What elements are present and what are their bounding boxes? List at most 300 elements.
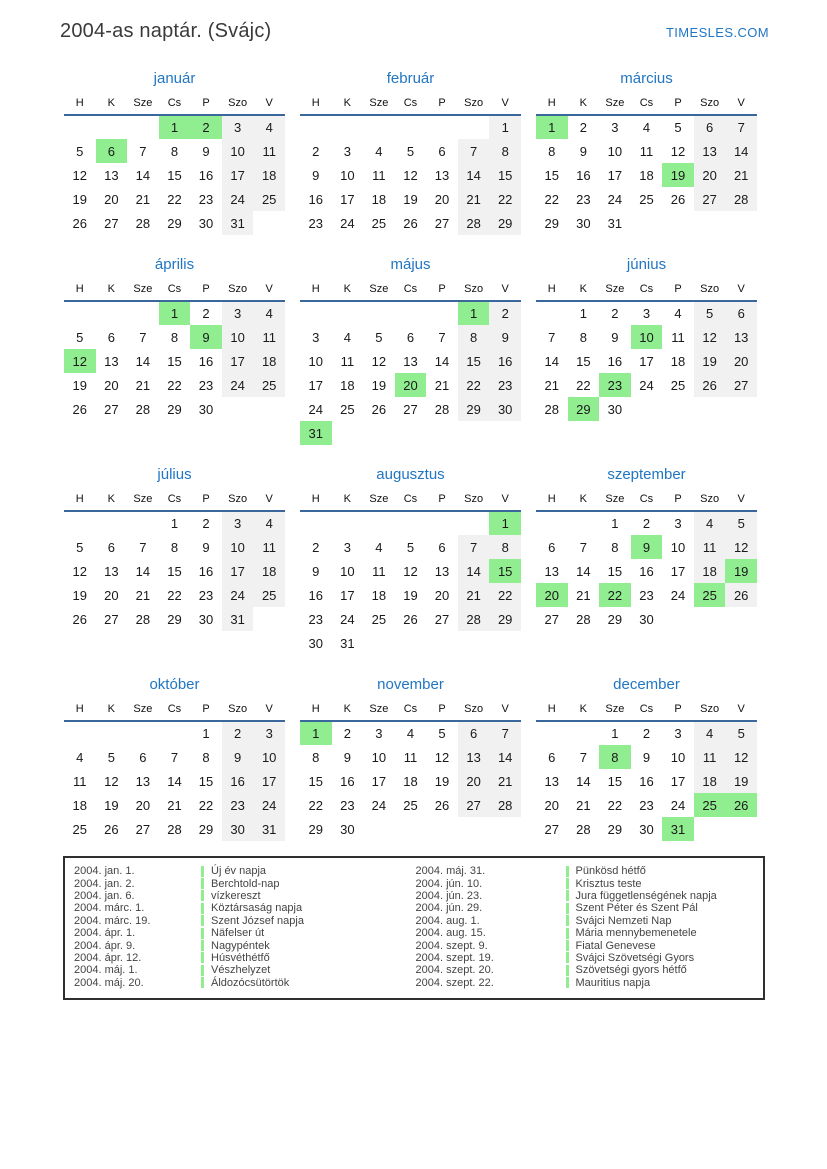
day-cell: 24 <box>340 611 355 627</box>
day-cell: 12 <box>72 167 88 183</box>
weekday-label: Cs <box>403 702 418 715</box>
empty-day-cell <box>300 301 332 325</box>
day-cell: 7 <box>139 329 147 345</box>
weekend-day-cell: 26 <box>694 373 726 397</box>
day-cell: 6 <box>438 143 446 159</box>
weekend-day-cell: 30 <box>489 397 521 421</box>
empty-day-cell <box>725 397 757 421</box>
empty-day-cell <box>64 115 96 139</box>
day-cell: 9 <box>579 143 587 159</box>
empty-day-cell <box>253 211 285 235</box>
page-header <box>60 20 769 43</box>
weekday-label: Szo <box>700 492 720 505</box>
week-row <box>64 301 285 325</box>
weekend-day-cell: 28 <box>458 211 490 235</box>
day-cell: 17 <box>340 191 355 207</box>
week-row <box>64 745 285 769</box>
holiday-name: Új év napja <box>211 865 267 878</box>
weekend-day-cell: 28 <box>458 607 490 631</box>
day-cell: 13 <box>434 167 450 183</box>
day-cell: 15 <box>544 167 560 183</box>
day-cell: 19 <box>72 191 88 207</box>
day-cell: 10 <box>670 539 686 555</box>
day-cell: 12 <box>434 749 450 765</box>
weekend-day-cell: 19 <box>725 769 757 793</box>
holiday-day-cell: 1 <box>536 115 568 139</box>
week-row <box>300 631 521 655</box>
day-cell: 22 <box>198 797 214 813</box>
day-cell: 17 <box>340 587 355 603</box>
weekday-label: P <box>438 96 446 109</box>
day-cell: 9 <box>343 749 351 765</box>
week-row <box>536 607 757 631</box>
day-cell: 29 <box>607 821 623 837</box>
holiday-name: Pünkösd hétfő <box>575 865 646 878</box>
day-cell: 27 <box>104 401 119 417</box>
weekend-day-cell: 12 <box>725 745 757 769</box>
empty-day-cell <box>489 421 521 445</box>
weekend-day-cell: 16 <box>489 349 521 373</box>
holiday-tick-icon <box>566 977 569 988</box>
week-row <box>536 745 757 769</box>
empty-day-cell <box>96 115 128 139</box>
weekday-label: Sze <box>369 282 389 295</box>
day-cell: 10 <box>670 749 686 765</box>
holiday-date: 2004. ápr. 9. <box>74 939 136 952</box>
weekday-header-row <box>64 93 285 115</box>
empty-day-cell <box>631 397 663 421</box>
weekend-day-cell: 2 <box>222 721 254 745</box>
empty-day-cell <box>536 511 568 535</box>
day-cell: 2 <box>642 516 651 531</box>
week-row <box>536 511 757 535</box>
empty-day-cell <box>426 301 458 325</box>
day-cell: 5 <box>76 329 84 345</box>
weekend-day-cell: 10 <box>253 745 285 769</box>
week-row <box>64 535 285 559</box>
weekday-label: Sze <box>133 702 153 715</box>
day-cell: 18 <box>340 377 355 393</box>
holiday-date: 2004. aug. 1. <box>415 914 480 927</box>
empty-day-cell <box>458 421 490 445</box>
empty-day-cell <box>64 721 96 745</box>
empty-day-cell <box>694 817 726 841</box>
day-cell: 29 <box>167 401 182 417</box>
weekday-label: Sze <box>605 96 625 109</box>
weekday-label: V <box>501 96 509 109</box>
holiday-day-cell: 8 <box>599 745 631 769</box>
week-row <box>64 559 285 583</box>
weekday-label: Sze <box>133 282 153 295</box>
day-cell: 14 <box>576 563 591 579</box>
day-cell: 21 <box>135 191 151 207</box>
month-title: február <box>386 70 435 87</box>
day-cell: 29 <box>167 215 182 231</box>
weekend-day-cell: 29 <box>458 397 490 421</box>
weekend-day-cell: 6 <box>458 721 490 745</box>
holiday-date: 2004. jan. 6. <box>74 889 135 902</box>
day-cell: 4 <box>406 726 415 741</box>
day-cell: 12 <box>403 563 418 579</box>
day-cell: 5 <box>406 539 415 555</box>
weekend-day-cell: 31 <box>253 817 285 841</box>
weekend-day-cell: 24 <box>222 373 254 397</box>
weekday-label: K <box>107 492 116 505</box>
holiday-date: 2004. máj. 20. <box>74 976 144 989</box>
day-cell: 26 <box>371 401 387 417</box>
day-cell: 14 <box>135 353 151 369</box>
month-grid <box>536 489 757 631</box>
holiday-date: 2004. jan. 2. <box>74 877 135 890</box>
empty-day-cell <box>395 631 427 655</box>
day-cell: 16 <box>308 587 324 603</box>
legend-row <box>74 977 416 989</box>
week-row <box>64 769 285 793</box>
day-cell: 26 <box>403 215 418 231</box>
weekend-day-cell: 5 <box>725 511 757 535</box>
weekend-day-cell: 3 <box>253 721 285 745</box>
day-cell: 16 <box>639 563 654 579</box>
day-cell: 11 <box>372 167 386 183</box>
empty-day-cell <box>694 211 726 235</box>
weekday-label: V <box>737 492 745 505</box>
month-title: április <box>154 256 195 273</box>
week-row <box>536 163 757 187</box>
day-cell: 7 <box>139 539 147 555</box>
legend-column <box>416 865 758 989</box>
week-row <box>536 769 757 793</box>
holiday-tick-icon <box>566 903 569 914</box>
weekday-label: Szo <box>228 96 248 109</box>
empty-day-cell <box>332 115 364 139</box>
week-row <box>300 793 521 817</box>
week-row <box>300 139 521 163</box>
month-calendar <box>300 255 521 445</box>
holiday-name: Fiatal Genevese <box>575 939 656 952</box>
day-cell: 15 <box>607 563 623 579</box>
day-cell: 21 <box>434 377 450 393</box>
month-title: július <box>157 466 192 483</box>
weekend-day-cell: 30 <box>222 817 254 841</box>
weekend-day-cell: 11 <box>694 745 726 769</box>
weekend-day-cell: 4 <box>253 115 285 139</box>
weekend-day-cell: 31 <box>222 211 254 235</box>
day-cell: 2 <box>312 143 320 159</box>
weekday-label: Sze <box>133 492 153 505</box>
day-cell: 18 <box>670 353 686 369</box>
legend-row <box>416 939 758 951</box>
holiday-date: 2004. jan. 1. <box>74 865 135 878</box>
week-row <box>64 583 285 607</box>
day-cell: 18 <box>371 587 387 603</box>
weekend-day-cell: 25 <box>253 583 285 607</box>
weekend-day-cell: 4 <box>253 511 285 535</box>
weekday-label: H <box>75 702 84 715</box>
day-cell: 24 <box>670 587 686 603</box>
day-cell: 1 <box>579 306 587 321</box>
empty-day-cell <box>725 817 757 841</box>
weekend-day-cell: 31 <box>222 607 254 631</box>
day-cell: 10 <box>340 563 355 579</box>
weekend-day-cell: 5 <box>725 721 757 745</box>
day-cell: 31 <box>607 215 623 231</box>
weekday-label: P <box>674 702 682 715</box>
day-cell: 8 <box>170 143 179 159</box>
months-grid <box>64 69 769 841</box>
empty-day-cell <box>458 631 490 655</box>
weekend-day-cell: 19 <box>694 349 726 373</box>
week-row <box>64 325 285 349</box>
weekday-label: P <box>674 282 682 295</box>
day-cell: 18 <box>639 167 654 183</box>
day-cell: 15 <box>308 773 324 789</box>
empty-day-cell <box>662 397 694 421</box>
day-cell: 11 <box>403 749 418 765</box>
empty-day-cell <box>725 211 757 235</box>
holiday-day-cell: 20 <box>395 373 427 397</box>
empty-day-cell <box>395 301 427 325</box>
legend-row <box>74 902 416 914</box>
month-calendar <box>300 675 521 841</box>
weekday-header-row <box>300 489 521 511</box>
page-title: 2004-as naptár. (Svájc) <box>60 20 272 42</box>
holiday-date: 2004. szept. 20. <box>415 964 494 977</box>
day-cell: 9 <box>312 167 320 183</box>
day-cell: 1 <box>202 726 210 741</box>
holiday-tick-icon <box>201 878 204 889</box>
day-cell: 26 <box>403 611 418 627</box>
legend-row <box>416 977 758 989</box>
legend-row <box>74 915 416 927</box>
weekend-day-cell: 8 <box>458 325 490 349</box>
weekday-header-row <box>536 489 757 511</box>
day-cell: 2 <box>202 306 210 321</box>
day-cell: 19 <box>371 377 387 393</box>
day-cell: 8 <box>611 539 619 555</box>
weekday-label: H <box>311 96 320 109</box>
week-row <box>300 187 521 211</box>
weekday-label: Cs <box>639 702 654 715</box>
month-title: június <box>626 256 667 273</box>
day-cell: 4 <box>76 749 84 765</box>
weekday-label: P <box>674 96 682 109</box>
day-cell: 14 <box>135 167 151 183</box>
empty-day-cell <box>395 511 427 535</box>
empty-day-cell <box>426 631 458 655</box>
week-row <box>64 397 285 421</box>
weekday-header-row <box>300 279 521 301</box>
empty-day-cell <box>96 301 128 325</box>
month-calendar <box>300 465 521 655</box>
weekday-label: H <box>75 282 84 295</box>
month-calendar <box>536 255 757 421</box>
weekday-label: Sze <box>369 492 389 505</box>
holiday-name: Berchtold-nap <box>211 877 280 890</box>
holiday-date: 2004. máj. 1. <box>74 964 138 977</box>
day-cell: 20 <box>434 191 450 207</box>
day-cell: 25 <box>403 797 418 813</box>
weekend-day-cell: 3 <box>222 301 254 325</box>
day-cell: 27 <box>544 821 560 837</box>
empty-day-cell <box>96 721 128 745</box>
weekend-day-cell: 2 <box>489 301 521 325</box>
weekend-day-cell: 7 <box>489 721 521 745</box>
day-cell: 29 <box>544 215 560 231</box>
holiday-name: Svájci Nemzeti Nap <box>575 914 672 927</box>
empty-day-cell <box>363 301 395 325</box>
empty-day-cell <box>568 511 600 535</box>
weekday-label: K <box>107 96 116 109</box>
weekday-label: K <box>107 282 116 295</box>
day-cell: 3 <box>611 120 619 135</box>
day-cell: 3 <box>375 726 383 741</box>
month-calendar <box>64 675 285 841</box>
week-row <box>536 583 757 607</box>
weekday-label: P <box>202 96 210 109</box>
day-cell: 30 <box>340 821 355 837</box>
day-cell: 13 <box>434 563 450 579</box>
week-row <box>300 745 521 769</box>
empty-day-cell <box>395 421 427 445</box>
empty-day-cell <box>363 511 395 535</box>
week-row <box>536 115 757 139</box>
holiday-name: Mária mennybemenetele <box>575 927 697 940</box>
day-cell: 8 <box>579 329 587 345</box>
weekend-day-cell: 7 <box>458 139 490 163</box>
week-row <box>300 511 521 535</box>
day-cell: 15 <box>167 563 182 579</box>
empty-day-cell <box>426 421 458 445</box>
weekday-label: K <box>343 282 352 295</box>
week-row <box>536 373 757 397</box>
day-cell: 8 <box>170 329 179 345</box>
weekend-day-cell: 18 <box>694 559 726 583</box>
day-cell: 14 <box>167 773 182 789</box>
day-cell: 6 <box>548 539 556 555</box>
weekend-day-cell: 29 <box>489 211 521 235</box>
month-calendar <box>536 465 757 631</box>
day-cell: 3 <box>343 143 351 159</box>
holiday-day-cell: 6 <box>96 139 128 163</box>
day-cell: 5 <box>76 143 84 159</box>
day-cell: 4 <box>343 329 351 345</box>
day-cell: 17 <box>639 353 654 369</box>
weekday-label: V <box>501 492 509 505</box>
day-cell: 25 <box>72 821 88 837</box>
empty-day-cell <box>426 115 458 139</box>
day-cell: 16 <box>308 191 324 207</box>
day-cell: 22 <box>167 191 182 207</box>
weekend-day-cell: 14 <box>458 559 490 583</box>
week-row <box>536 211 757 235</box>
day-cell: 22 <box>607 797 623 813</box>
empty-day-cell <box>694 607 726 631</box>
week-row <box>536 349 757 373</box>
weekend-day-cell: 6 <box>694 115 726 139</box>
day-cell: 23 <box>576 191 591 207</box>
month-calendar <box>300 69 521 235</box>
day-cell: 27 <box>403 401 418 417</box>
holiday-name: Nagypéntek <box>211 939 270 952</box>
weekday-label: H <box>311 282 320 295</box>
weekday-label: Sze <box>605 492 625 505</box>
day-cell: 24 <box>639 377 654 393</box>
weekend-day-cell: 22 <box>458 373 490 397</box>
weekend-day-cell: 22 <box>489 187 521 211</box>
weekend-day-cell: 1 <box>489 115 521 139</box>
legend-row <box>416 915 758 927</box>
weekday-header-row <box>300 699 521 721</box>
holiday-day-cell: 23 <box>599 373 631 397</box>
day-cell: 3 <box>312 329 320 345</box>
day-cell: 29 <box>308 821 324 837</box>
holiday-day-cell: 25 <box>694 793 726 817</box>
day-cell: 28 <box>135 215 151 231</box>
day-cell: 2 <box>579 120 587 135</box>
day-cell: 8 <box>548 143 556 159</box>
weekend-day-cell: 28 <box>725 187 757 211</box>
weekday-label: Sze <box>133 96 153 109</box>
day-cell: 27 <box>434 215 450 231</box>
day-cell: 5 <box>375 329 383 345</box>
holiday-name: Näfelser út <box>211 927 265 940</box>
month-title: augusztus <box>376 466 445 483</box>
day-cell: 11 <box>639 143 654 159</box>
weekday-label: Szo <box>700 702 720 715</box>
legend-row <box>74 927 416 939</box>
holiday-name: Krisztus teste <box>575 877 642 890</box>
weekday-label: P <box>438 702 446 715</box>
weekday-label: Cs <box>403 96 418 109</box>
day-cell: 23 <box>198 377 214 393</box>
day-cell: 20 <box>544 797 560 813</box>
holiday-tick-icon <box>201 952 204 963</box>
day-cell: 19 <box>72 587 88 603</box>
holiday-day-cell: 20 <box>536 583 568 607</box>
day-cell: 16 <box>198 353 214 369</box>
day-cell: 13 <box>544 773 560 789</box>
weekday-header-row <box>64 699 285 721</box>
empty-day-cell <box>159 721 191 745</box>
month-grid <box>300 489 521 655</box>
empty-day-cell <box>363 421 395 445</box>
day-cell: 13 <box>104 353 119 369</box>
week-row <box>64 607 285 631</box>
weekend-day-cell: 21 <box>489 769 521 793</box>
day-cell: 10 <box>607 143 623 159</box>
weekend-day-cell: 11 <box>253 139 285 163</box>
week-row <box>536 397 757 421</box>
weekday-label: Sze <box>605 702 625 715</box>
day-cell: 18 <box>403 773 418 789</box>
month-title: október <box>149 676 200 693</box>
weekday-label: Sze <box>369 702 389 715</box>
weekday-label: V <box>737 702 745 715</box>
empty-day-cell <box>64 511 96 535</box>
day-cell: 23 <box>639 797 654 813</box>
weekend-day-cell: 24 <box>222 583 254 607</box>
day-cell: 12 <box>403 167 418 183</box>
day-cell: 22 <box>167 377 182 393</box>
empty-day-cell <box>489 631 521 655</box>
day-cell: 27 <box>104 215 119 231</box>
day-cell: 27 <box>544 611 560 627</box>
site-link[interactable]: TIMESLES.COM <box>665 25 769 40</box>
day-cell: 24 <box>340 215 355 231</box>
empty-day-cell <box>662 211 694 235</box>
day-cell: 9 <box>611 329 619 345</box>
day-cell: 23 <box>198 587 214 603</box>
